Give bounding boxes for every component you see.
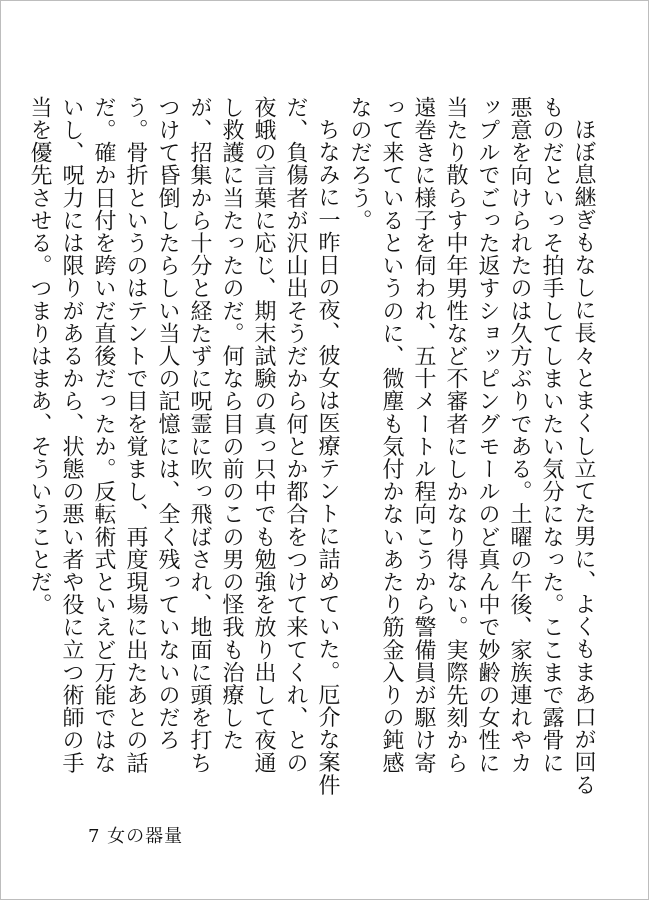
page-footer-folio: 7 女の器量 — [88, 826, 184, 847]
body-text — [23, 96, 599, 796]
paragraph-2: ちなみに一昨日の夜、彼女は医療テントに詰めていた。厄介な案件だ、負傷者が沢山出そうだから何とか都合をつけて来てくれ、との夜蛾の言葉に応じ、期末試験の真っ只中でも勉強を放り出して夜通し救護に当たったのだ。何なら目の前のこの男の怪我も治療したが、招集から十分と経たずに呪霊に吹っ飛ばされ、地面に頭を打ちつけて昏倒したらしい当人の記憶には、全く残っていないのだろう。骨折というのはテントで目を覚まし、再度現場に出たあとの話だ。確か日付を跨いだ直後だったか。反転術式といえど万能ではないし、呪力には限りがあるから、状態の悪い者や役に立つ術師の手当を優先させる。つまりはまあ、そういうことだ。 — [27, 96, 340, 796]
paragraph-1: ほぼ息継ぎもなしに長々とまくし立てた男に、よくもまあ口が回るものだといっそ拍手してしまいたい気分になった。ここまで露骨に悪意を向けられたのは久方ぶりである。土曜の午後、家族連れやカップルでごった返すショッピングモールのど真ん中で妙齢の女性に当たり散らす中年男性など不審者にしかなり得ない。実際先刻から遠巻きに様子を伺われ、五十メートル程向こうから警備員が駆け寄って来ているというのに、微塵も気付かないあたり筋金入りの鈍感なのだろう。 — [347, 96, 596, 796]
